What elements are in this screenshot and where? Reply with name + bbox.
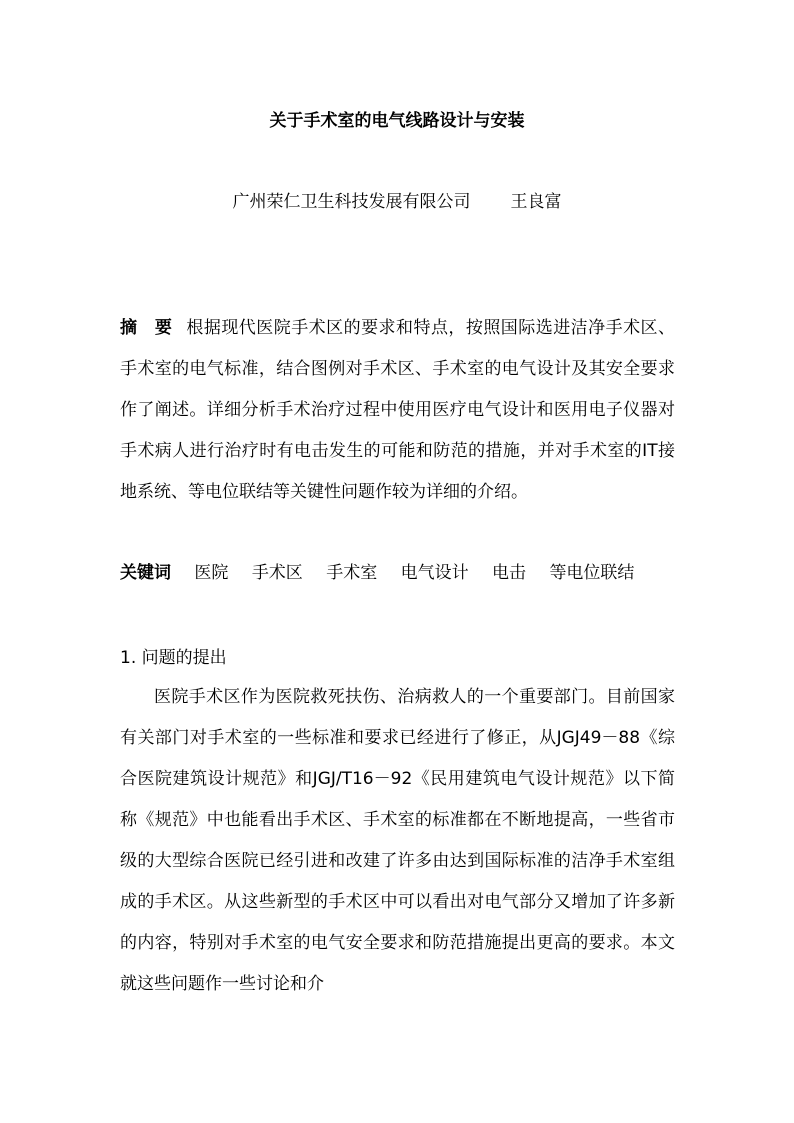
keyword-item: 等电位联结 xyxy=(549,563,635,583)
byline xyxy=(0,187,794,212)
abstract-label: 摘 要 xyxy=(120,318,173,338)
keyword-item: 医院 xyxy=(194,563,229,583)
keywords xyxy=(120,558,680,588)
keyword-item: 手术室 xyxy=(326,563,378,583)
keyword-item: 电击 xyxy=(492,563,527,583)
section-heading: 1. 问题的提出 xyxy=(120,648,227,668)
author-name: 王良富 xyxy=(510,192,562,212)
organization-name: 广州荣仁卫生科技发展有限公司 xyxy=(232,192,471,212)
section-paragraph: 医院手术区作为医院救死扶伤、治病救人的一个重要部门。目前国家有关部门对手术室的一些标准和要求已经进行了修正，从JGJ49－88《综合医院建筑设计规范》和JGJ/T16－92《民用建筑电气设计规范》以下简称《规范》中也能看出手术区、手术室的标准都在不断地提高，一些省市级的大型综合医院已经引进和改建了许多由达到国际标准的洁净手术室组成的手术区。从这些新型的手术区中可以看出对电气部分又增加了许多新的内容，特别对手术室的电气安全要求和防范措施提出更高的要求。本文就这些问题作一些讨论和介 xyxy=(120,687,675,994)
abstract-text: 根据现代医院手术区的要求和特点，按照国际选进洁净手术区、手术室的电气标准，结合图例对手术区、手术室的电气设计及其安全要求作了阐述。详细分析手术治疗过程中使用医疗电气设计和医用电子仪器对手术病人进行治疗时有电击发生的可能和防范的措施，并对手术室的IT接地系统、等电位联结等关键性问题作较为详细的介绍。 xyxy=(120,318,676,502)
keywords-label: 关键词 xyxy=(120,563,171,583)
keyword-item: 电气设计 xyxy=(400,563,469,583)
keyword-item: 手术区 xyxy=(251,563,303,583)
abstract xyxy=(120,308,675,513)
document-title: 关于手术室的电气线路设计与安装 xyxy=(269,111,525,131)
